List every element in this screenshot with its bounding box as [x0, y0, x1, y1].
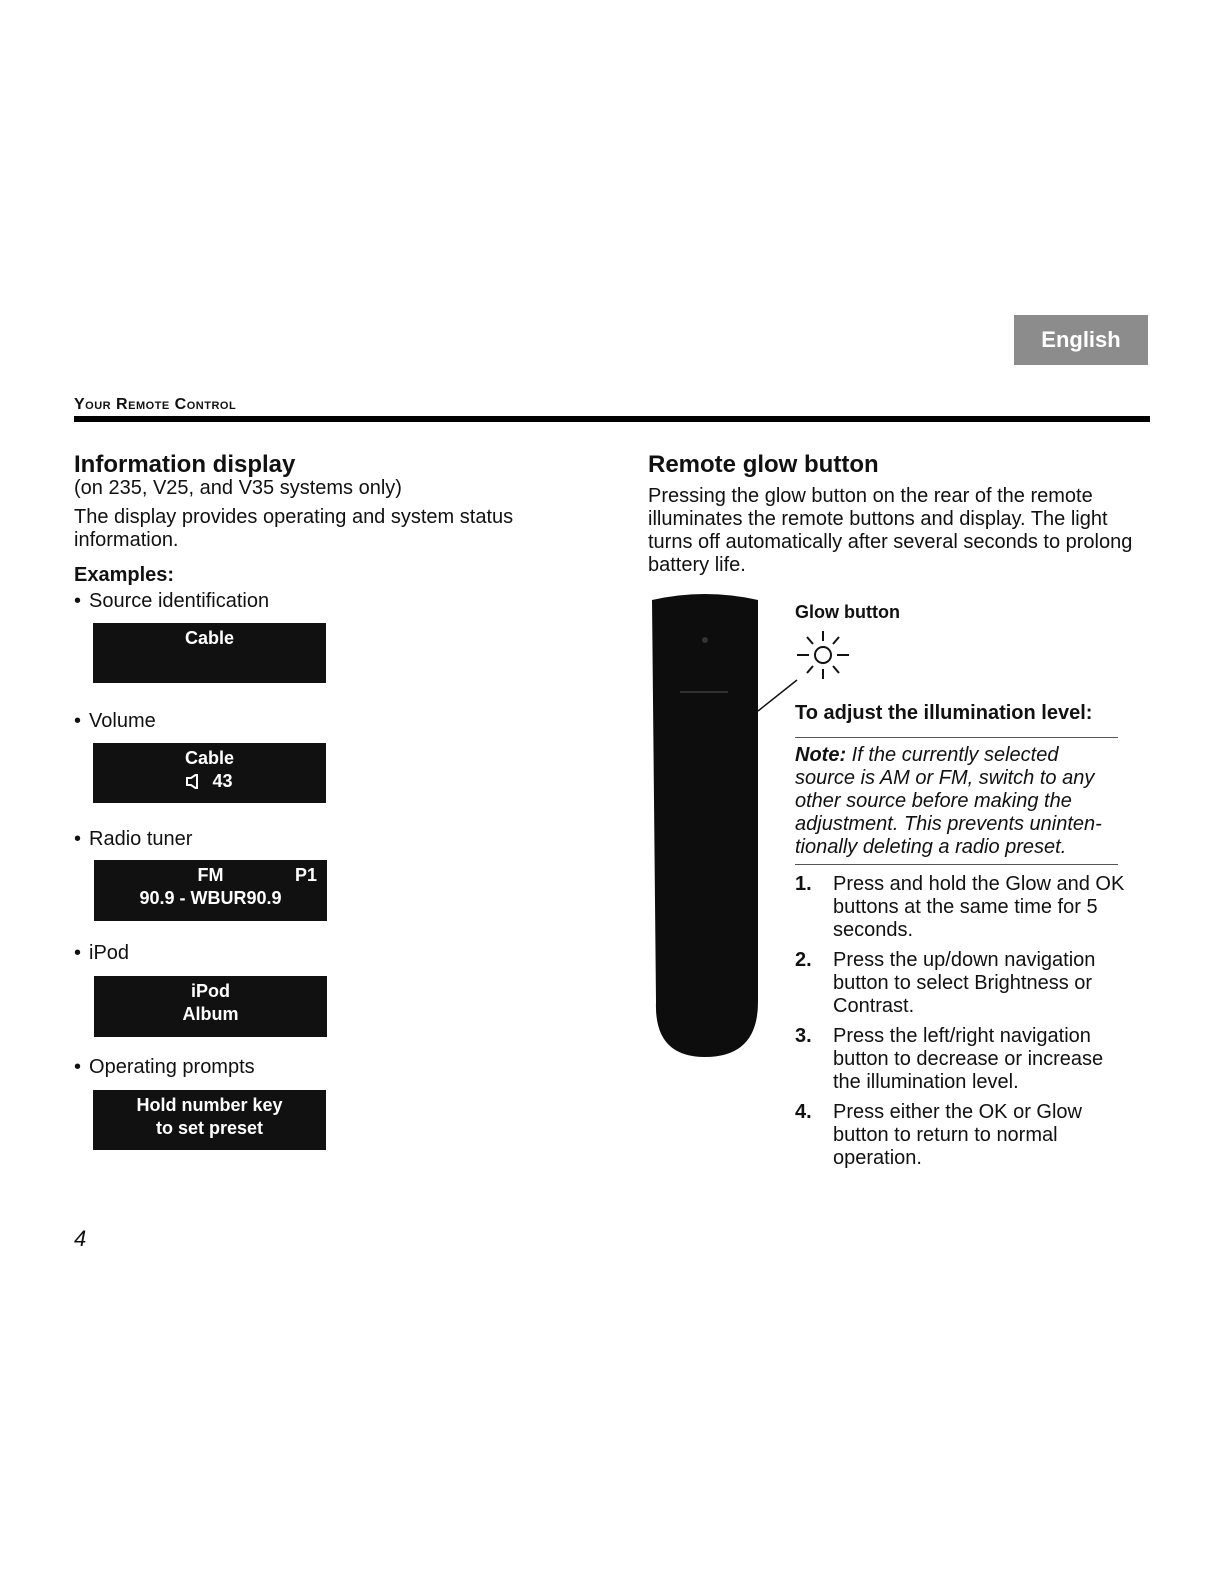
display-radio: [94, 860, 327, 921]
note-label: Note:: [795, 744, 847, 766]
note-bottom-rule: [795, 864, 1118, 865]
step-text: Press the up/down navigation button to select Brightness or Contrast.: [833, 949, 1096, 1017]
preset-label: P1: [294, 865, 317, 885]
glow-button-description: Pressing the glow button on the rear of the remote illuminates the remote buttons and display. The light turns off automatically after several seconds to prolong battery life.: [648, 485, 1133, 576]
step-text: Press either the OK or Glow button to return to normal operation.: [833, 1101, 1082, 1169]
info-display-title: Information display: [74, 451, 296, 478]
step-2: [795, 949, 1125, 1018]
display-line: Hold number key: [136, 1095, 283, 1115]
page-number: 4: [74, 1226, 87, 1251]
adjust-illumination-title: To adjust the illumination level:: [795, 702, 1093, 724]
glow-sun-icon: [795, 625, 855, 685]
display-source: [93, 623, 326, 683]
note-text: If the currently selected source is AM or FM, switch to any other source before making the adjustment. This prevents uninten-tionally deleting a radio preset.: [795, 744, 1102, 858]
example-label-source: • Source identification: [74, 590, 269, 613]
display-line: Cable: [184, 748, 235, 768]
display-line: 90.9 - WBUR90.9: [139, 888, 282, 908]
glow-button-title: Remote glow button: [648, 451, 879, 478]
display-ipod: [94, 976, 327, 1037]
examples-label: Examples:: [74, 564, 175, 586]
glow-button-label: Glow button: [795, 602, 900, 622]
display-line: FM: [197, 865, 224, 885]
step-number: 4.: [795, 1101, 812, 1123]
language-tab: English: [1014, 315, 1148, 365]
step-4: [795, 1101, 1125, 1170]
info-display-subtitle: (on 235, V25, and V35 systems only): [74, 477, 402, 499]
note-block: [795, 744, 1115, 859]
step-3: [795, 1025, 1125, 1094]
example-label-volume: • Volume: [74, 710, 156, 733]
display-line: iPod: [191, 981, 230, 1001]
step-number: 1.: [795, 873, 812, 895]
display-line: Album: [182, 1004, 239, 1024]
display-prompts: [93, 1090, 326, 1150]
display-line: to set preset: [155, 1118, 264, 1138]
speaker-icon: [186, 774, 202, 789]
callout-line: [755, 678, 800, 713]
info-display-description: The display provides operating and system status information.: [74, 506, 514, 551]
step-text: Press the left/right navigation button to decrease or increase the illumination level.: [833, 1025, 1104, 1093]
step-number: 3.: [795, 1025, 812, 1047]
display-volume: [93, 743, 326, 803]
step-text: Press and hold the Glow and OK buttons at the same time for 5 seconds.: [833, 873, 1125, 941]
header-rule: [74, 416, 1150, 422]
example-label-ipod: • iPod: [74, 942, 129, 965]
section-header: Your Remote Control: [74, 396, 237, 413]
step-1: [795, 873, 1125, 942]
note-top-rule: [795, 737, 1118, 738]
example-label-prompts: • Operating prompts: [74, 1056, 255, 1079]
example-label-radio: • Radio tuner: [74, 828, 192, 851]
display-line: Cable: [184, 628, 235, 648]
remote-control-illustration: [650, 592, 760, 1057]
step-number: 2.: [795, 949, 812, 971]
volume-value: 43: [212, 771, 233, 791]
